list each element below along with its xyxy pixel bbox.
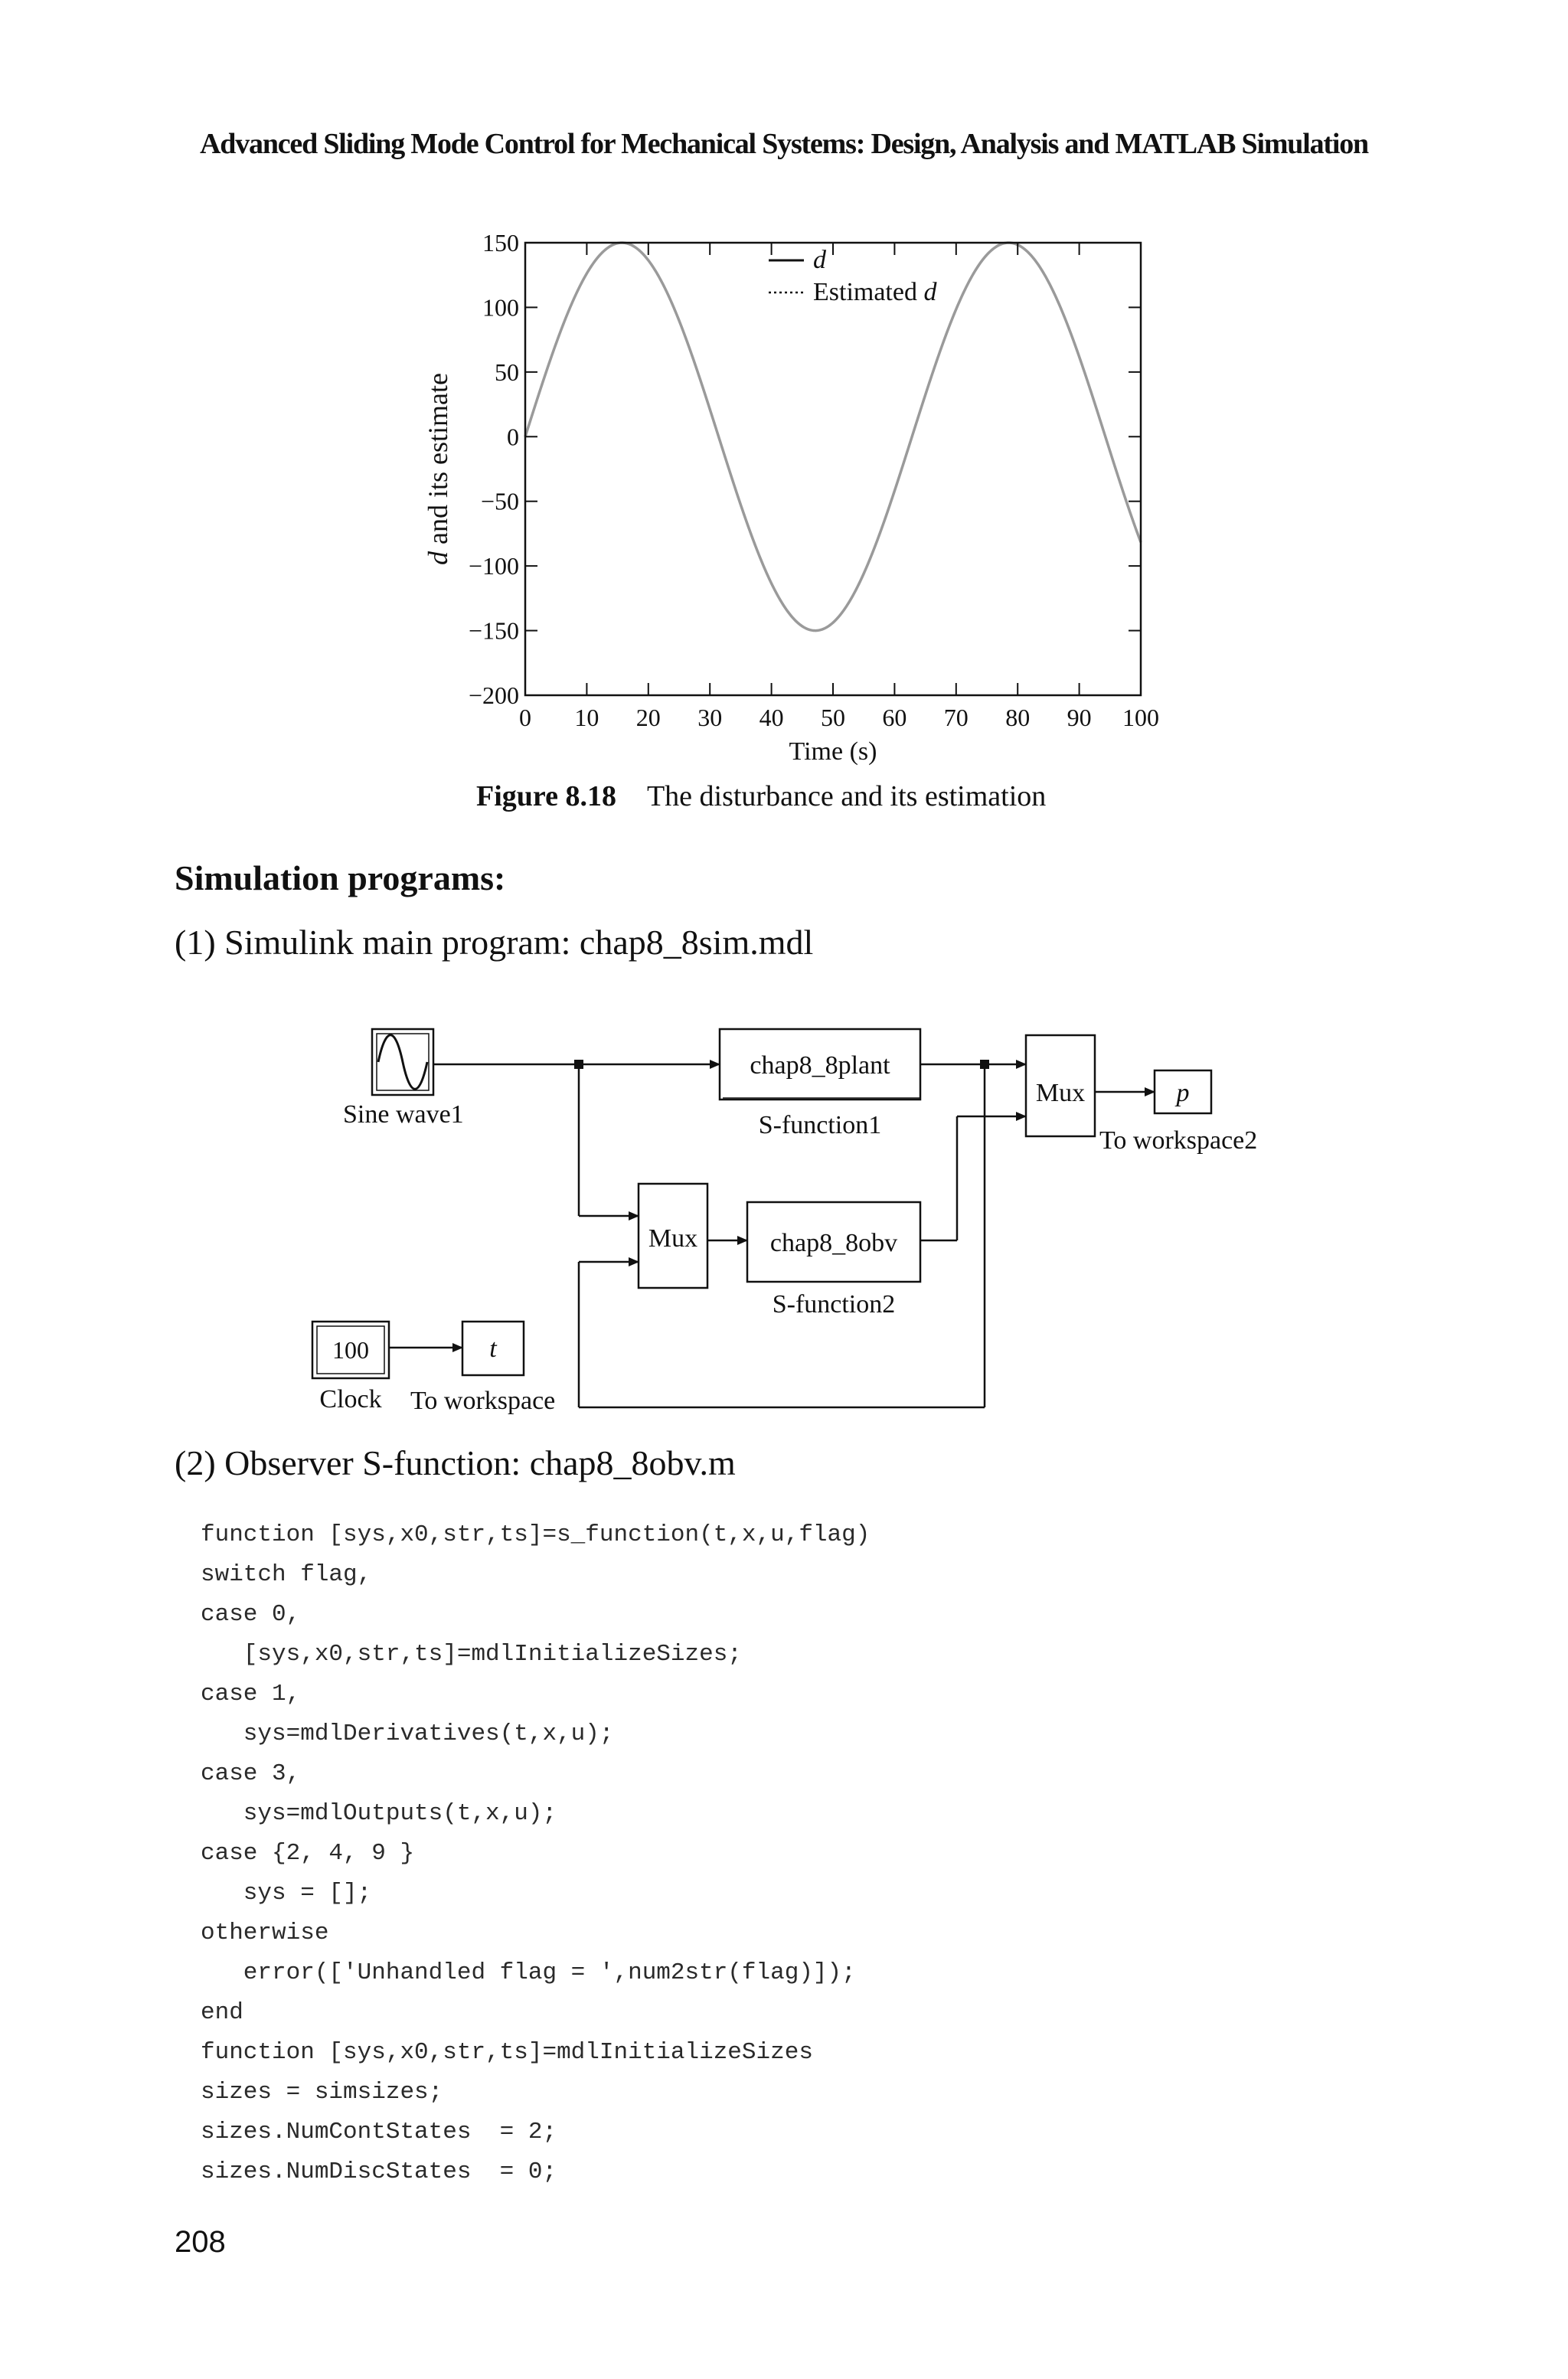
to-workspace-var: t [489,1335,497,1363]
x-tick-label: 60 [882,704,907,731]
code-line: sizes.NumContStates = 2; [201,2119,557,2145]
page-number: 208 [175,2225,226,2259]
branch-point [574,1060,583,1069]
x-tick-label: 0 [519,704,531,731]
item-observer-sfunction: (2) Observer S-function: chap8_8obv.m [175,1443,736,1482]
mux-input-block[interactable] [639,1184,707,1288]
to-workspace-label: To workspace [410,1387,556,1415]
x-tick-label: 90 [1067,704,1092,731]
to-workspace2-block[interactable] [1155,1070,1211,1113]
code-line: error(['Unhandled flag = ',num2str(flag)]); [201,1959,856,1986]
y-tick-label: 150 [482,229,519,257]
code-line: sys = []; [201,1880,372,1907]
plant-block-name: chap8_8plant [750,1051,890,1080]
mux-output-label: Mux [1035,1079,1086,1107]
code-line: sys=mdlDerivatives(t,x,u); [201,1721,614,1747]
sine-wave-label: Sine wave1 [343,1100,464,1129]
to-workspace-block[interactable] [462,1322,524,1375]
observer-label: S-function2 [772,1290,896,1319]
code-line: sizes = simsizes; [201,2079,443,2106]
y-axis-label: d and its estimate [423,373,453,565]
clock-value: 100 [332,1336,369,1364]
observer-block-name: chap8_8obv [769,1229,898,1257]
x-axis-label: Time (s) [789,737,877,766]
code-line: otherwise [201,1920,329,1946]
code-line: end [201,1999,243,2026]
y-tick-label: 0 [507,423,519,451]
code-line: sizes.NumDiscStates = 0; [201,2158,557,2185]
code-line: case 0, [201,1601,301,1628]
plant-block[interactable] [720,1029,920,1100]
code-line: case 3, [201,1760,301,1787]
disturbance-chart [0,0,1568,773]
figure-number: Figure 8.18 [476,780,616,812]
legend-label: d [813,246,826,274]
branch-point [980,1060,989,1069]
code-line: function [sys,x0,str,ts]=mdlInitializeSizes [201,2039,813,2066]
plant-label: S-function1 [758,1111,882,1139]
code-line: function [sys,x0,str,ts]=s_function(t,x,u,flag) [201,1521,871,1548]
figure-caption-text: The disturbance and its estimation [646,780,1047,812]
code-listing [201,1515,870,2192]
to-workspace2-var: p [1176,1079,1190,1107]
clock-block[interactable] [312,1322,389,1378]
x-tick-label: 50 [821,704,845,731]
x-tick-label: 20 [635,704,661,731]
to-workspace2-label: To workspace2 [1099,1126,1258,1155]
code-line: case 1, [201,1681,301,1707]
y-tick-label: 100 [482,293,519,322]
plot-frame [525,243,1141,695]
y-tick-label: −200 [468,681,519,709]
item-simulink-main: (1) Simulink main program: chap8_8sim.mdl [175,923,814,962]
code-line: [sys,x0,str,ts]=mdlInitializeSizes; [201,1641,742,1668]
observer-block[interactable] [747,1202,920,1282]
legend-label: Estimated d [813,278,937,306]
figure-caption [476,779,1046,813]
running-head: Advanced Sliding Mode Control for Mechanical Systems: Design, Analysis and MATLAB Simulation [200,128,1368,160]
x-tick-label: 80 [1005,704,1031,731]
code-line: case {2, 4, 9 } [201,1840,415,1867]
x-tick-label: 30 [697,704,723,731]
x-tick-label: 100 [1122,704,1159,731]
y-tick-label: 50 [495,358,519,386]
x-tick-label: 70 [943,704,969,731]
x-tick-label: 40 [759,704,784,731]
x-tick-label: 10 [574,704,599,731]
clock-label: Clock [319,1385,382,1413]
mux-output-block[interactable] [1026,1035,1095,1136]
simulink-diagram [0,995,1568,1424]
y-tick-label: −50 [480,487,519,515]
sine-wave-block[interactable] [372,1029,433,1095]
y-tick-label: −150 [468,616,519,645]
code-line: switch flag, [201,1561,372,1588]
code-line: sys=mdlOutputs(t,x,u); [201,1800,557,1827]
section-title: Simulation programs: [175,858,506,897]
y-tick-label: −100 [468,552,519,580]
mux-input-label: Mux [648,1224,698,1253]
